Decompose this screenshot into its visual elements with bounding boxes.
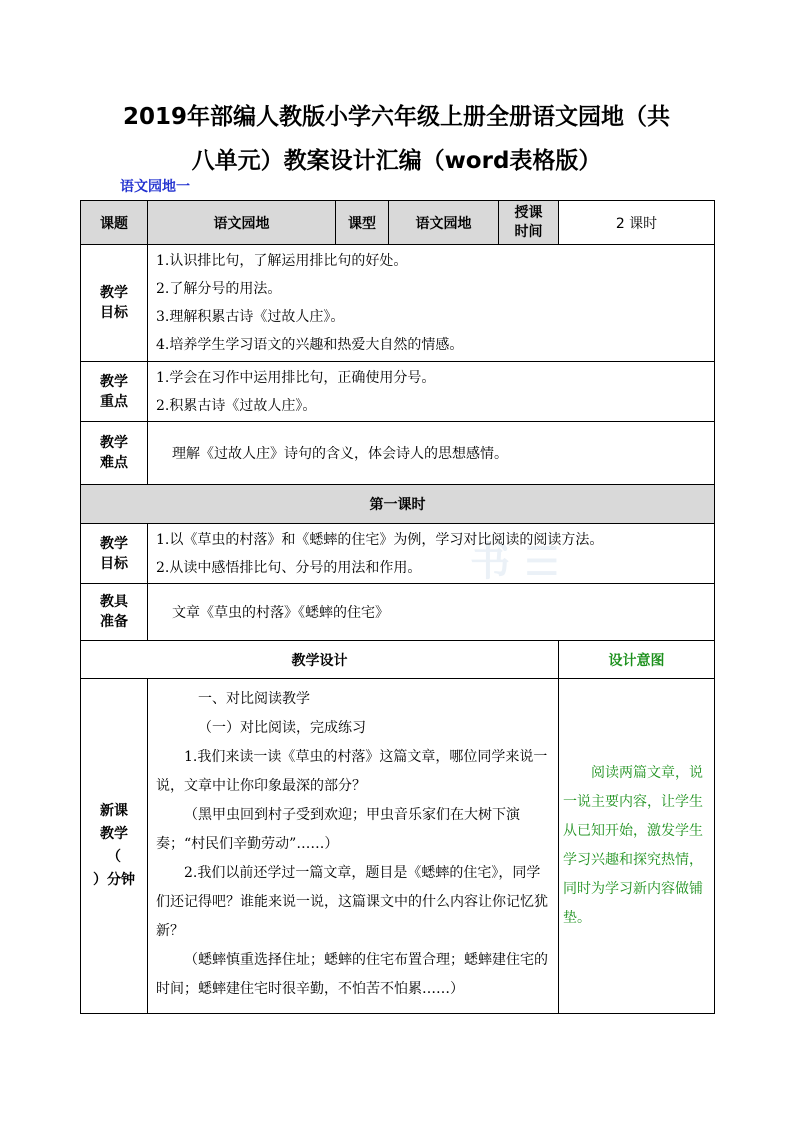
lesson1-heading: 第一课时 (81, 485, 715, 524)
section-label: 语文园地一 (120, 179, 190, 195)
design-body-row (81, 679, 715, 1014)
key-points-list (148, 362, 715, 422)
type-value: 语文园地 (389, 201, 499, 245)
time-label: 授课 时间 (499, 201, 559, 245)
design-content (148, 679, 559, 1014)
intent-header: 设计意图 (559, 641, 715, 679)
key-points-row (81, 362, 715, 422)
difficulties-text: 理解《过故人庄》诗句的含义，体会诗人的思想感情。 (148, 422, 715, 485)
design-paragraph: （一）对比阅读，完成练习 (198, 720, 366, 736)
list-item: 3.理解积累古诗《过故人庄》。 (156, 309, 345, 325)
lesson-plan-table (80, 200, 715, 1014)
design-paragraph: 2.我们以前还学过一篇文章，题目是《蟋蟀的住宅》，同学们还记得吧？谁能来说一说，这篇课文中的什么内容让你记忆犹新？ (156, 865, 548, 939)
document-title (100, 95, 693, 183)
phase-label: 新课 教学 （ ）分钟 (81, 679, 148, 1014)
lesson1-tools-text: 文章《草虫的村落》《蟋蟀的住宅》 (148, 584, 715, 641)
lesson1-goals-label: 教学 目标 (81, 524, 148, 584)
lesson1-tools-row (81, 584, 715, 641)
design-header-row (81, 641, 715, 679)
design-header: 教学设计 (81, 641, 559, 679)
goals-label: 教学 目标 (81, 245, 148, 362)
design-paragraph: （蟋蟀慎重选择住址；蟋蟀的住宅布置合理；蟋蟀建住宅的时间；蟋蟀建住宅时很辛勤，不怕苦不怕累……） (156, 952, 548, 997)
goals-row (81, 245, 715, 362)
list-item: 2.了解分号的用法。 (156, 281, 282, 297)
list-item: 1.认识排比句，了解运用排比句的好处。 (156, 253, 408, 269)
lesson1-goals-list (148, 524, 715, 584)
list-item: 1.学会在习作中运用排比句，正确使用分号。 (156, 369, 436, 386)
topic-label: 课题 (81, 201, 148, 245)
header-row (81, 201, 715, 245)
key-points-label: 教学 重点 (81, 362, 148, 422)
design-paragraph: （黑甲虫回到村子受到欢迎；甲虫音乐家们在大树下演奏；“村民们辛勤劳动”……） (156, 807, 520, 852)
title-line-1: 2019年部编人教版小学六年级上册全册语文园地（共 (122, 104, 670, 130)
list-item: 2.从读中感悟排比句、分号的用法和作用。 (156, 559, 422, 576)
design-paragraph: 1.我们来读一读《草虫的村落》这篇文章，哪位同学来说一说，文章中让你印象最深的部分？ (156, 749, 548, 794)
title-line-2: 八单元）教案设计汇编（word表格版） (191, 148, 602, 174)
intent-text: 阅读两篇文章，说一说主要内容，让学生从已知开始，激发学生学习兴趣和探究热情，同时为学习新内容做铺垫。 (563, 765, 703, 926)
difficulties-label: 教学 难点 (81, 422, 148, 485)
design-paragraph: 一、对比阅读教学 (198, 691, 310, 707)
lesson1-tools-label: 教具 准备 (81, 584, 148, 641)
intent-content (559, 679, 715, 1014)
difficulties-row (81, 422, 715, 485)
list-item: 2.积累古诗《过故人庄》。 (156, 397, 317, 414)
type-label: 课型 (336, 201, 389, 245)
list-item: 1.以《草虫的村落》和《蟋蟀的住宅》为例，学习对比阅读的阅读方法。 (156, 531, 604, 548)
topic-value: 语文园地 (148, 201, 336, 245)
lesson1-goals-row (81, 524, 715, 584)
list-item: 4.培养学生学习语文的兴趣和热爱大自然的情感。 (156, 337, 464, 353)
lesson1-heading-row (81, 485, 715, 524)
watermark-logo: 书 ☰ (470, 539, 560, 585)
time-value: 2 课时 (559, 201, 715, 245)
goals-list (148, 245, 715, 362)
